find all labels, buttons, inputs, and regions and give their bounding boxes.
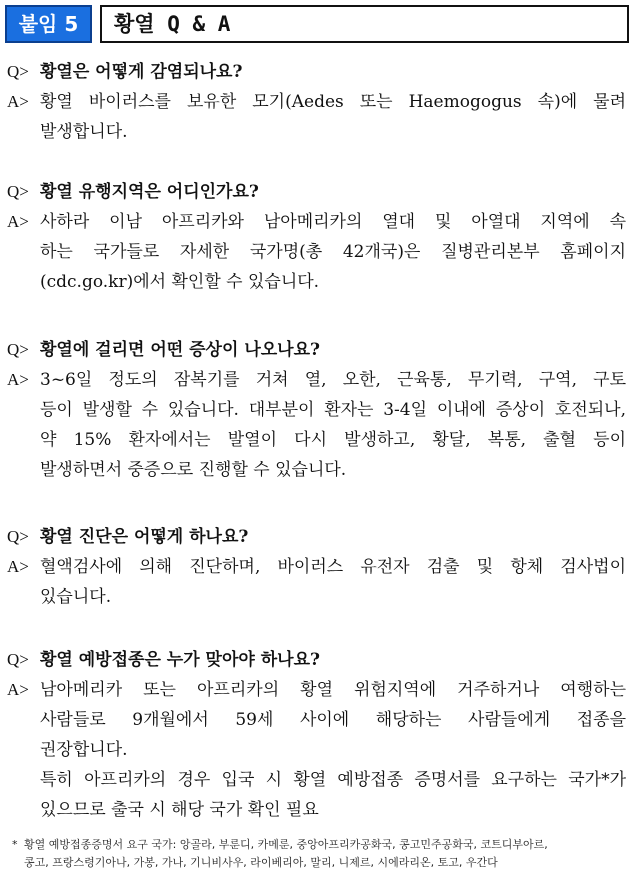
qa-item-1	[0, 57, 643, 147]
answer-line: (cdc.go.kr)에서 확인할 수 있습니다.	[40, 272, 320, 292]
page-title: 황열 Q & A	[100, 5, 629, 43]
question	[0, 177, 643, 207]
answer-line: 남아메리카 또는 아프리카의 황열 위험지역에 거주하거나 여행하는	[40, 680, 626, 700]
answer-line: 혈액검사에 의해 진단하며, 바이러스 유전자 검출 및 항체 검사법이	[40, 557, 626, 577]
question-text: 황열 진단은 어떻게 하나요?	[40, 527, 249, 547]
qa-item-3	[0, 335, 643, 485]
answer-line: 있으므로 출국 시 해당 국가 확인 필요	[40, 800, 319, 820]
answer-mark: A>	[7, 212, 29, 231]
question-text: 황열 예방접종은 누가 맞아야 하나요?	[40, 650, 320, 670]
question	[0, 645, 643, 675]
answer-line: 특히 아프리카의 경우 입국 시 황열 예방접종 증명서를 요구하는 국가*가	[40, 770, 626, 790]
question-text: 황열은 어떻게 감염되나요?	[40, 62, 243, 82]
answer	[0, 365, 643, 485]
answer-line: 사람들로 9개월에서 59세 사이에 해당하는 사람들에게 접종을	[40, 710, 626, 730]
answer-line: 발생하면서 중증으로 진행할 수 있습니다.	[40, 460, 347, 480]
answer	[0, 87, 643, 147]
answer-line: 발생합니다.	[40, 122, 128, 142]
answer	[0, 552, 643, 612]
question-mark: Q>	[7, 340, 29, 359]
answer-mark: A>	[7, 680, 29, 699]
answer-line: 있습니다.	[40, 587, 112, 607]
qa-item-2	[0, 177, 643, 297]
qa-item-4	[0, 522, 643, 612]
answer-line: 약 15% 환자에서는 발열이 다시 발생하고, 황달, 복통, 출혈 등이	[40, 430, 626, 450]
question	[0, 522, 643, 552]
answer-line: 황열 바이러스를 보유한 모기(Aedes 또는 Haemogogus 속)에 물려	[40, 92, 626, 112]
question-text: 황열 유행지역은 어디인가요?	[40, 182, 259, 202]
answer-line: 3~6일 정도의 잠복기를 거쳐 열, 오한, 근육통, 무기력, 구역, 구토	[40, 370, 626, 390]
answer-line: 사하라 이남 아프리카와 남아메리카의 열대 및 아열대 지역에 속	[40, 212, 626, 232]
answer	[0, 675, 643, 825]
question-mark: Q>	[7, 650, 29, 669]
question-mark: Q>	[7, 182, 29, 201]
answer-line: 등이 발생할 수 있습니다. 대부분이 환자는 3-4일 이내에 증상이 호전되나,	[40, 400, 626, 420]
attachment-badge: 붙임 5	[5, 5, 92, 43]
qa-item-5	[0, 645, 643, 825]
question	[0, 57, 643, 87]
answer-line: 하는 국가들로 자세한 국가명(총 42개국)은 질병관리본부 홈페이지	[40, 242, 626, 262]
footnote-line: 황열 예방접종증명서 요구 국가: 앙골라, 부룬디, 카메룬, 중앙아프리카공화국, 콩고민주공화국, 코트디부아르,	[24, 838, 548, 851]
footnote-line: 콩고, 프랑스령기아나, 가봉, 가나, 기니비사우, 라이베리아, 말리, 니제르, 시에라리온, 토고, 우간다	[24, 856, 498, 869]
question-mark: Q>	[7, 62, 29, 81]
question-text: 황열에 걸리면 어떤 증상이 나오나요?	[40, 340, 320, 360]
header	[5, 5, 629, 43]
answer-mark: A>	[7, 557, 29, 576]
answer-line: 권장합니다.	[40, 740, 128, 760]
answer-mark: A>	[7, 92, 29, 111]
footnote	[12, 836, 630, 872]
footnote-star: *	[12, 838, 18, 851]
question	[0, 335, 643, 365]
answer	[0, 207, 643, 297]
answer-mark: A>	[7, 370, 29, 389]
question-mark: Q>	[7, 527, 29, 546]
